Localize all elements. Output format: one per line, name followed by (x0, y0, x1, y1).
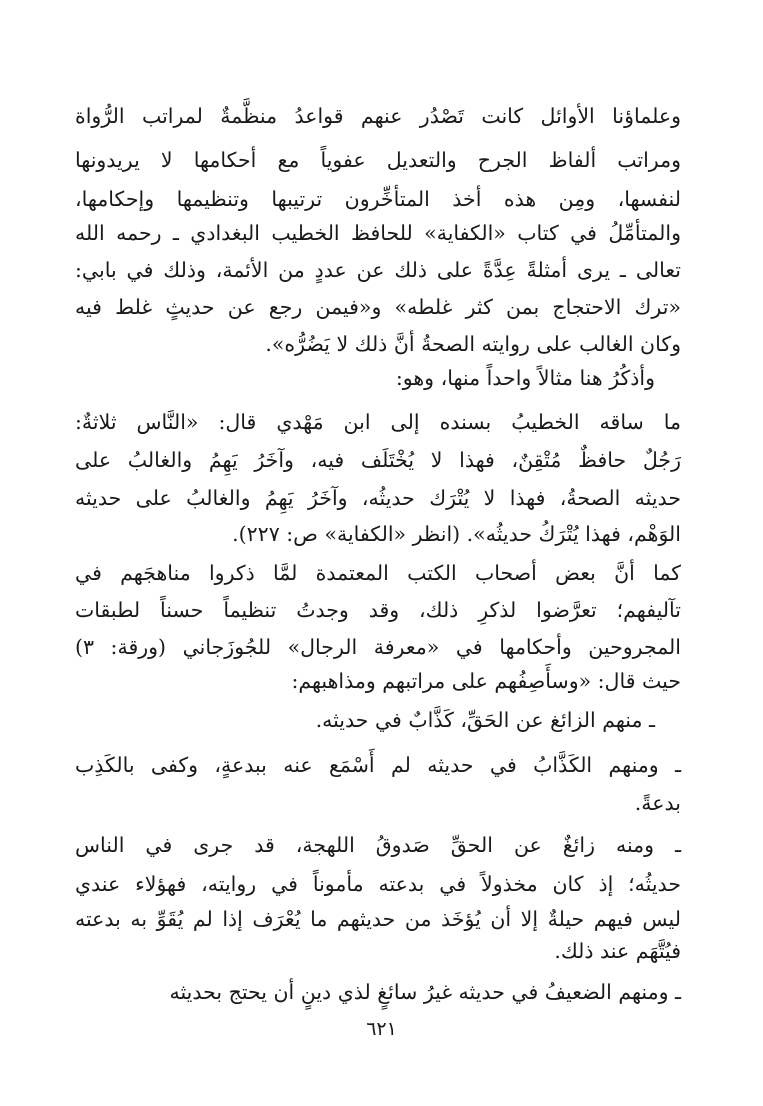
text-line: وكان الغالب على روايته الصحةُ أنَّ ذلك لا يَضُرُّه». (265, 332, 681, 356)
text-line: كما أنَّ بعض أصحاب الكتب المعتمدة لمَّا ذكروا مناهجَهم في (75, 561, 681, 585)
text-line: ليس فيهم حيلةٌ إلا أن يُؤخَذ من حديثهم ما يُعْرَف إذا لم يُقَوِّ به بدعته (75, 907, 681, 931)
text-line: تعالى ـ يرى أمثلةً عِدَّةً على ذلك عن عددٍ من الأئمة، وذلك في بابي: (75, 258, 681, 282)
text-line: وعلماؤنا الأوائل كانت تَصْدُر عنهم قواعدُ منظَّمةٌ لمراتب الرُّواة (75, 104, 681, 128)
text-line: حديثه الصحةُ، فهذا لا يُتْرَك حديثُه، وآخَرُ يَهِمُ والغالبُ على حديثه (75, 486, 681, 510)
text-line: ـ منهم الزائغ عن الحَقِّ، كَذَّابٌ في حديثه. (315, 708, 655, 732)
text-line: ومراتب ألفاظ الجرح والتعديل عفوياً مع أحكامها لا يريدونها (75, 148, 681, 172)
text-line: ـ ومنهم الكَذَّابُ في حديثه لم أَسْمَع عنه ببدعةٍ، وكفى بالكَذِب (75, 753, 681, 777)
text-line: ـ ومنه زائغٌ عن الحقِّ صَدوقُ اللهجة، قد جرى في الناس (75, 833, 681, 857)
text-line: حيث قال: «وسأَصِفُهم على مراتبهم ومذاهبهم: (291, 669, 681, 693)
text-line: حديثُه؛ إذ كان مخذولاً في بدعته مأموناً في روايته، فهؤلاء عندي (75, 872, 681, 896)
text-line: رَجُلٌ حافظٌ مُتْقِنٌ، فهذا لا يُخْتَلَف فيه، وآخَرُ يَهِمُ والغالبُ على (75, 448, 681, 472)
text-line: وأذكُرُ هنا مثالاً واحداً منها، وهو: (395, 366, 655, 390)
text-line: فيُتَّهَم عند ذلك. (554, 939, 681, 963)
text-line: المجروحين وأحكامها في «معرفة الرجال» للجُوزَجاني (ورقة: ٣) (75, 635, 681, 659)
text-line: ـ ومنهم الضعيفُ في حديثه غيرُ سائغٍ لذي دينٍ أن يحتج بحديثه (169, 980, 681, 1004)
text-line: الوَهْم، فهذا يُتْرَكُ حديثُه». (انظر «الكفاية» ص: ٢٢٧). (232, 522, 681, 546)
text-line: ما ساقه الخطيبُ بسنده إلى ابن مَهْدي قال: «النَّاس ثلاثةٌ: (75, 410, 681, 434)
text-line: والمتأمِّلُ في كتاب «الكفاية» للحافظ الخطيب البغدادي ـ رحمه الله (75, 221, 681, 245)
text-line: تآليفهم؛ تعرَّضوا لذكرِ ذلك، وقد وجدتُ تنظيماً حسناً لطبقات (75, 598, 681, 622)
text-line: بدعةً. (634, 791, 681, 815)
text-line: «ترك الاحتجاج بمن كثر غلطه» و«فيمن رجع عن حديثٍ غلط فيه (75, 295, 681, 319)
page-number: ٦٢١ (366, 1018, 397, 1040)
text-line: لنفسها، ومِن هذه أخذ المتأخِّرون ترتيبها وتنظيمها وإحكامها، (75, 187, 681, 211)
